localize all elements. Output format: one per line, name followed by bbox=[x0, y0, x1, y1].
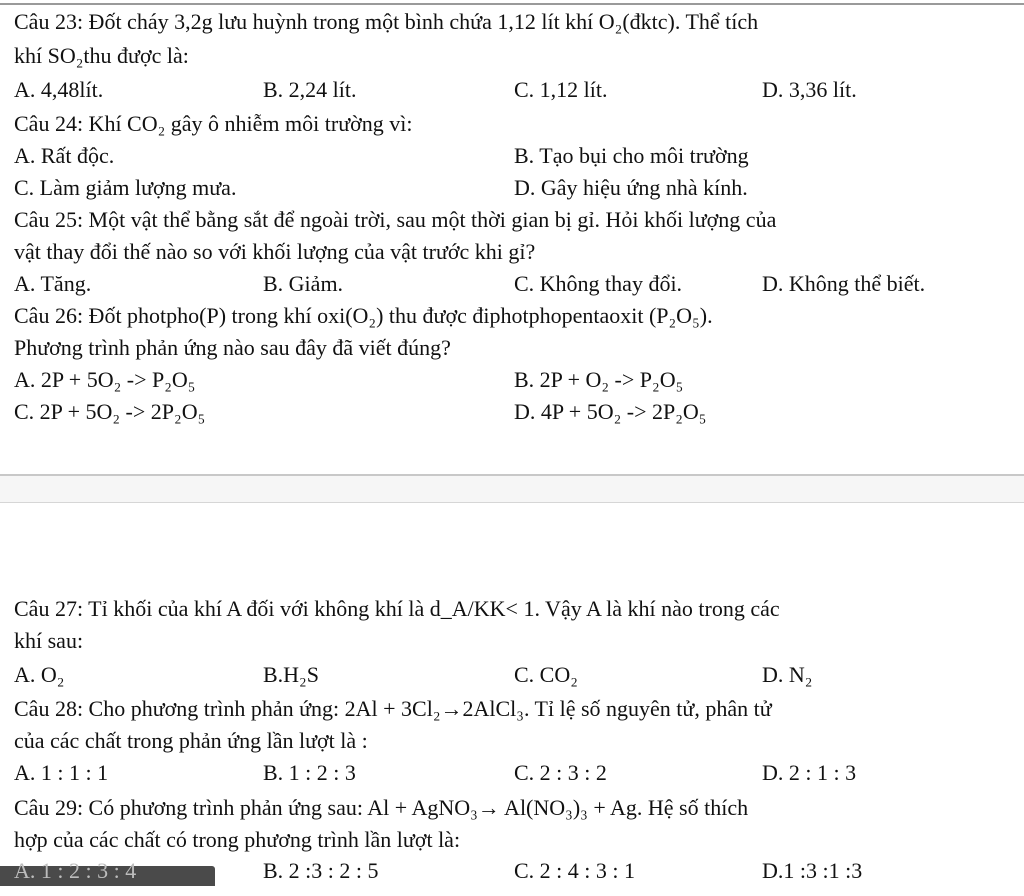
q29-option-b: B. 2 :3 : 2 : 5 bbox=[263, 858, 379, 883]
q29-option-a: A. 1 : 2 : 3 : 4 bbox=[14, 858, 137, 883]
q26-option-a: A. 2P + 5O₂ -> P₂O₅ bbox=[14, 367, 196, 392]
q28-option-b: B. 1 : 2 : 3 bbox=[263, 760, 356, 785]
q29-option-c: C. 2 : 4 : 3 : 1 bbox=[514, 858, 636, 883]
q24-option-c: C. Làm giảm lượng mưa. bbox=[14, 175, 237, 200]
q26-option-b: B. 2P + O₂ -> P₂O₅ bbox=[514, 367, 684, 392]
q24-option-b: B. Tạo bụi cho môi trường bbox=[514, 143, 749, 168]
q23-option-c: C. 1,12 lít. bbox=[514, 77, 608, 102]
q25-option-d: D. Không thể biết. bbox=[762, 271, 926, 296]
q25-text-1: Câu 25: Một vật thể bằng sắt để ngoài trời, sau một thời gian bị gỉ. Hỏi khối lượng của bbox=[14, 207, 777, 232]
q26-option-c: C. 2P + 5O₂ -> 2P₂O₅ bbox=[14, 399, 206, 424]
top-rule bbox=[0, 3, 1024, 5]
q28-text-2: của các chất trong phản ứng lần lượt là : bbox=[14, 728, 368, 753]
q25-option-a: A. Tăng. bbox=[14, 271, 92, 296]
q25-text-2: vật thay đổi thế nào so với khối lượng của vật trước khi gỉ? bbox=[14, 239, 536, 264]
q27-text-1: Câu 27: Tỉ khối của khí A đối với không khí là d_A/KK< 1. Vậy A là khí nào trong các bbox=[14, 596, 780, 621]
q24-option-d: D. Gây hiệu ứng nhà kính. bbox=[514, 175, 748, 200]
section-divider-bottom bbox=[0, 502, 1024, 503]
q27-option-b: B.H₂S bbox=[263, 662, 319, 687]
q25-option-b: B. Giảm. bbox=[263, 271, 344, 296]
q23-option-d: D. 3,36 lít. bbox=[762, 77, 857, 102]
q26-text-1: Câu 26: Đốt photpho(P) trong khí oxi(O₂) thu được điphotphopentaoxit (P₂O₅). bbox=[14, 303, 713, 328]
q28-option-d: D. 2 : 1 : 3 bbox=[762, 760, 857, 785]
q23-option-b: B. 2,24 lít. bbox=[263, 77, 357, 102]
q29-text-2: hợp của các chất có trong phương trình lần lượt là: bbox=[14, 827, 461, 852]
q29-option-d: D.1 :3 :1 :3 bbox=[762, 858, 863, 883]
q29-text-1: Câu 29: Có phương trình phản ứng sau: Al + AgNO₃→ Al(NO₃)₃ + Ag. Hệ số thích bbox=[14, 795, 749, 820]
q26-text-2: Phương trình phản ứng nào sau đây đã viết đúng? bbox=[14, 335, 451, 360]
q27-option-a: A. O₂ bbox=[14, 662, 65, 687]
q27-option-c: C. CO₂ bbox=[514, 662, 578, 687]
q23-text-1: Câu 23: Đốt cháy 3,2g lưu huỳnh trong một bình chứa 1,12 lít khí O₂(đktc). Thể tích bbox=[14, 9, 759, 34]
q24-option-a: A. Rất độc. bbox=[14, 143, 115, 168]
q23-option-a: A. 4,48lít. bbox=[14, 77, 104, 102]
q26-option-d: D. 4P + 5O₂ -> 2P₂O₅ bbox=[514, 399, 707, 424]
q24-text-1: Câu 24: Khí CO₂ gây ô nhiễm môi trường vì: bbox=[14, 111, 413, 136]
q27-text-2: khí sau: bbox=[14, 628, 84, 653]
q25-option-c: C. Không thay đổi. bbox=[514, 271, 683, 296]
q23-text-2: khí SO₂thu được là: bbox=[14, 43, 189, 68]
q28-option-a: A. 1 : 1 : 1 bbox=[14, 760, 109, 785]
q28-option-c: C. 2 : 3 : 2 bbox=[514, 760, 607, 785]
q28-text-1: Câu 28: Cho phương trình phản ứng: 2Al + 3Cl₂→2AlCl₃. Tỉ lệ số nguyên tử, phân tử bbox=[14, 696, 772, 721]
section-gap bbox=[0, 476, 1024, 502]
q27-option-d: D. N₂ bbox=[762, 662, 813, 687]
